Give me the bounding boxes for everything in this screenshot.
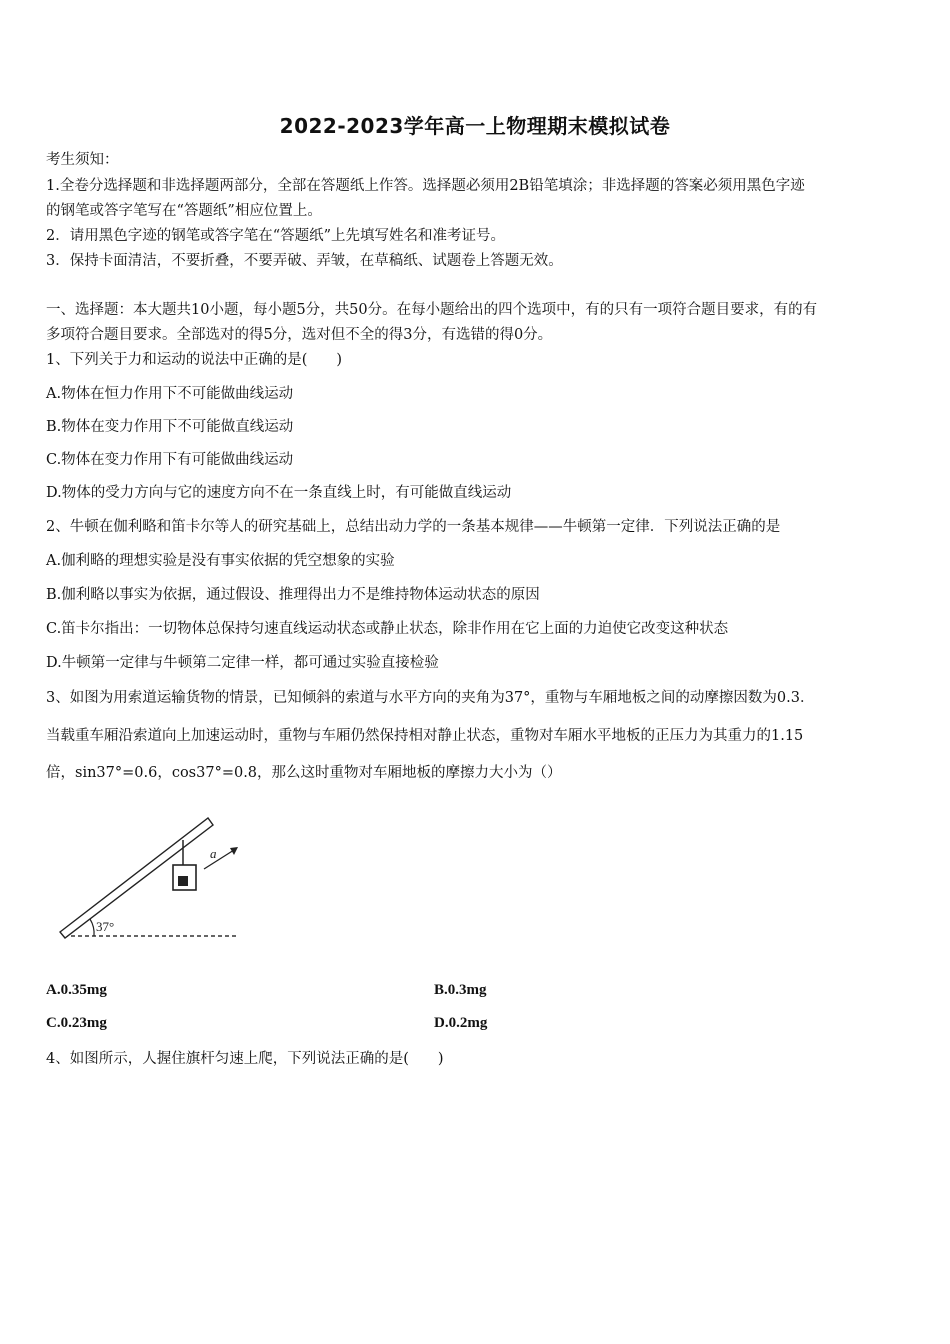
acceleration-label: a <box>210 846 217 861</box>
angle-arc <box>90 919 94 936</box>
notice-item-1-line-2: 的钢笔或答字笔写在“答题纸”相应位置上。 <box>46 203 322 219</box>
question-4-stem: 4、如图所示，人握住旗杆匀速上爬，下列说法正确的是( ) <box>46 1051 444 1067</box>
question-3-stem-line-3: 倍，sin37°=0.6，cos37°=0.8，那么这时重物对车厢地板的摩擦力大小为（） <box>46 765 562 781</box>
section-intro-line-2: 多项符合题目要求。全部选对的得5分，选对但不全的得3分，有选错的得0分。 <box>46 327 553 343</box>
question-1-option-d: D.物体的受力方向与它的速度方向不在一条直线上时，有可能做直线运动 <box>46 485 512 501</box>
notice-heading: 考生须知： <box>46 152 119 168</box>
question-2-option-a: A.伽利略的理想实验是没有事实依据的凭空想象的实验 <box>46 553 395 569</box>
question-2-option-c: C.笛卡尔指出：一切物体总保持匀速直线运动状态或静止状态，除非作用在它上面的力迫使它改变这种状态 <box>46 621 729 637</box>
question-1-option-c: C.物体在变力作用下有可能做曲线运动 <box>46 452 294 468</box>
question-3-option-c: C.0.23mg <box>46 1015 107 1031</box>
question-1-option-b: B.物体在变力作用下不可能做直线运动 <box>46 419 294 435</box>
acceleration-arrow <box>204 850 234 869</box>
cable-car-diagram <box>52 805 252 945</box>
question-3-option-d: D.0.2mg <box>434 1015 488 1031</box>
question-2-option-d: D.牛顿第一定律与牛顿第二定律一样，都可通过实验直接检验 <box>46 655 439 671</box>
question-3-option-a: A.0.35mg <box>46 982 107 998</box>
question-3-stem-line-2: 当载重车厢沿索道向上加速运动时，重物与车厢仍然保持相对静止状态，重物对车厢水平地板的正压力为其重力的1.15 <box>46 728 804 744</box>
question-2-stem: 2、牛顿在伽利略和笛卡尔等人的研究基础上，总结出动力学的一条基本规律——牛顿第一定律．下列说法正确的是 <box>46 519 781 535</box>
question-3-stem-line-1: 3、如图为用索道运输货物的情景，已知倾斜的索道与水平方向的夹角为37°，重物与车厢地板之间的动摩擦因数为0.3． <box>46 690 815 706</box>
angle-label: 37° <box>96 919 115 934</box>
cargo-block <box>178 876 188 886</box>
section-intro-line-1: 一、选择题：本大题共10小题，每小题5分，共50分。在每小题给出的四个选项中，有的只有一项符合题目要求，有的有 <box>46 302 818 318</box>
notice-item-1-line-1: 1.全卷分选择题和非选择题两部分，全部在答题纸上作答。选择题必须用2B铅笔填涂；非选择题的答案必须用黑色字迹 <box>46 178 805 194</box>
question-1-stem: 1、下列关于力和运动的说法中正确的是( ) <box>46 352 343 368</box>
acceleration-arrowhead <box>230 847 238 855</box>
notice-item-2: 2．请用黑色字迹的钢笔或答字笔在“答题纸”上先填写姓名和准考证号。 <box>46 228 506 244</box>
question-1-option-a: A.物体在恒力作用下不可能做曲线运动 <box>46 386 294 402</box>
question-2-option-b: B.伽利略以事实为依据，通过假设、推理得出力不是维持物体运动状态的原因 <box>46 587 540 603</box>
page-title: 2022-2023学年高一上物理期末模拟试卷 <box>279 114 671 138</box>
notice-item-3: 3．保持卡面清洁，不要折叠，不要弄破、弄皱，在草稿纸、试题卷上答题无效。 <box>46 253 563 269</box>
question-3-option-b: B.0.3mg <box>434 982 487 998</box>
